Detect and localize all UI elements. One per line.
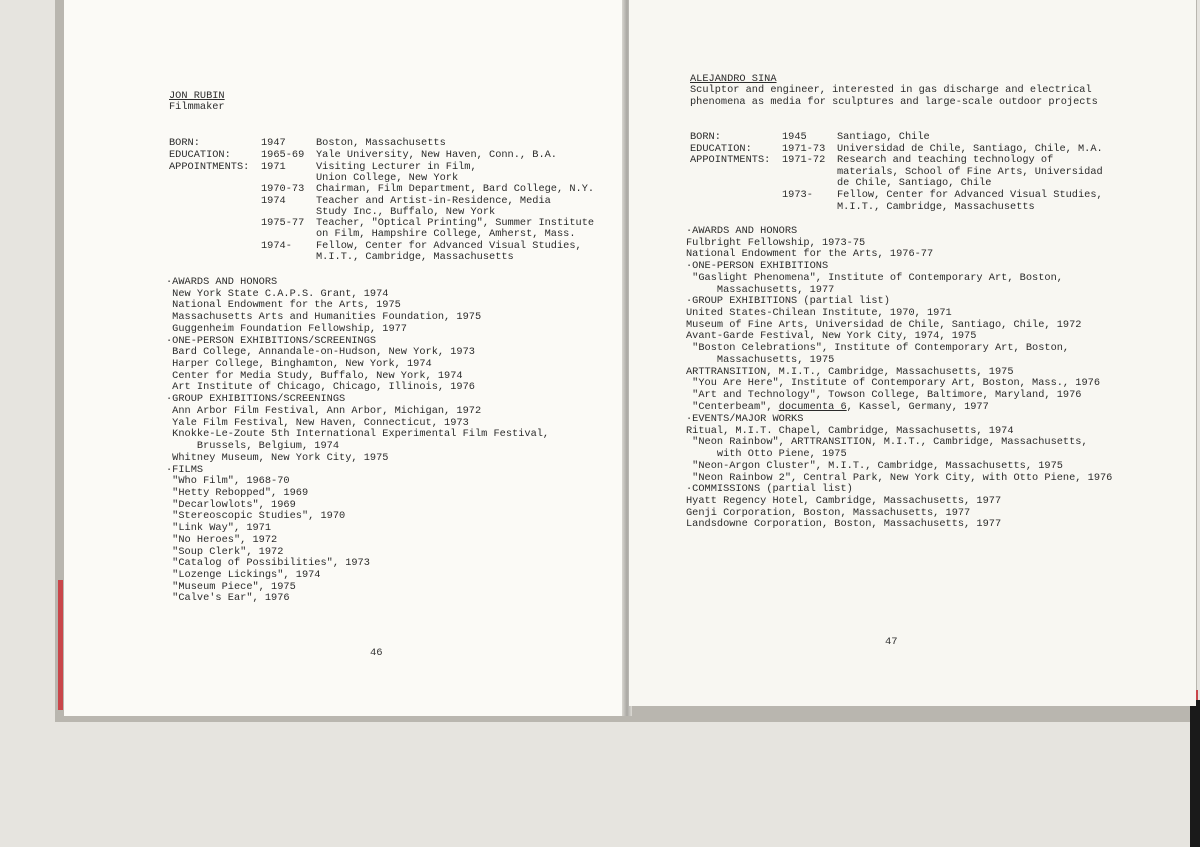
- list-line: "Neon-Argon Cluster", M.I.T., Cambridge, Massachusetts, 1975: [686, 459, 1063, 472]
- list-line: ARTTRANSITION, M.I.T., Cambridge, Massachusetts, 1975: [686, 365, 1014, 378]
- artist-name: ALEJANDRO SINA: [690, 73, 777, 85]
- born-label: BORN:: [169, 137, 200, 149]
- right-page: [629, 0, 1196, 706]
- list-line: Ritual, M.I.T. Chapel, Cambridge, Massachusetts, 1974: [686, 424, 1014, 437]
- list-line: ·ONE-PERSON EXHIBITIONS/SCREENINGS: [166, 334, 377, 347]
- education-years: 1971-73: [782, 143, 826, 155]
- artist-description: phenomena as media for sculptures and large-scale outdoor projects: [690, 96, 1098, 108]
- appointment-line: Union College, New York: [316, 172, 459, 184]
- list-line: Yale Film Festival, New Haven, Connecticut, 1973: [166, 416, 469, 429]
- list-line: Center for Media Study, Buffalo, New York, 1974: [166, 369, 463, 382]
- list-line: "Neon Rainbow 2", Central Park, New York City, with Otto Piene, 1976: [686, 471, 1113, 484]
- list-line: "Catalog of Possibilities", 1973: [166, 557, 370, 570]
- education-years: 1965-69: [261, 149, 305, 161]
- appointment-line: de Chile, Santiago, Chile: [837, 177, 992, 189]
- appointment-line: Research and teaching technology of: [837, 154, 1054, 166]
- artist-role: Filmmaker: [169, 101, 225, 113]
- page-number: 47: [885, 636, 898, 648]
- list-line: ·ONE-PERSON EXHIBITIONS: [686, 260, 829, 273]
- list-line: ·EVENTS/MAJOR WORKS: [686, 413, 804, 425]
- education-label: EDUCATION:: [169, 149, 231, 161]
- appointment-line: Visiting Lecturer in Film,: [316, 161, 477, 173]
- list-line: Brussels, Belgium, 1974: [166, 440, 340, 453]
- appointment-line: Study Inc., Buffalo, New York: [316, 206, 496, 218]
- page-number: 46: [370, 647, 383, 659]
- list-line: Art Institute of Chicago, Chicago, Illinois, 1976: [166, 381, 475, 394]
- list-line: Avant-Garde Festival, New York City, 1974, 1975: [686, 330, 977, 343]
- list-line: "You Are Here", Institute of Contemporary Art, Boston, Mass., 1976: [686, 377, 1101, 390]
- appointment-year: 1971-72: [782, 154, 826, 166]
- list-line: "Stereoscopic Studies", 1970: [166, 510, 346, 523]
- list-line: Harper College, Binghamton, New York, 1974: [166, 358, 432, 371]
- left-page: [64, 0, 626, 716]
- appointment-line: Chairman, Film Department, Bard College, N.Y.: [316, 183, 595, 195]
- education-label: EDUCATION:: [690, 143, 752, 155]
- list-line: Museum of Fine Arts, Universidad de Chile, Santiago, Chile, 1972: [686, 318, 1082, 331]
- list-line: "Soup Clerk", 1972: [166, 545, 284, 558]
- list-line: Bard College, Annandale-on-Hudson, New York, 1973: [166, 346, 475, 359]
- list-line: ·GROUP EXHIBITIONS/SCREENINGS: [166, 393, 346, 406]
- list-line: Fulbright Fellowship, 1973-75: [686, 236, 866, 249]
- appointment-line: on Film, Hampshire College, Amherst, Mass.: [316, 228, 576, 240]
- appointments-label: APPOINTMENTS:: [690, 154, 771, 166]
- born-label: BORN:: [690, 131, 721, 143]
- list-line: Ann Arbor Film Festival, Ann Arbor, Michigan, 1972: [166, 404, 482, 417]
- list-line: Knokke-Le-Zoute 5th International Experimental Film Festival,: [166, 428, 550, 441]
- education-text: Yale University, New Haven, Conn., B.A.: [316, 149, 557, 161]
- appointments-label: APPOINTMENTS:: [169, 161, 250, 173]
- list-line: "Gaslight Phenomena", Institute of Contemporary Art, Boston,: [686, 271, 1063, 284]
- list-line: "Lozenge Lickings", 1974: [166, 569, 321, 581]
- list-line: ·GROUP EXHIBITIONS (partial list): [686, 295, 890, 308]
- list-line: Genji Corporation, Boston, Massachusetts, 1977: [686, 506, 971, 519]
- born-year: 1945: [782, 131, 807, 143]
- list-line: "No Heroes", 1972: [166, 533, 278, 546]
- education-text: Universidad de Chile, Santiago, Chile, M.A.: [837, 143, 1103, 155]
- artist-description: Sculptor and engineer, interested in gas discharge and electrical: [690, 84, 1092, 96]
- list-line: "Museum Piece", 1975: [166, 580, 296, 593]
- centerbeam-suffix: , Kassel, Germany, 1977: [846, 401, 989, 413]
- centerbeam-prefix: "Centerbeam",: [686, 401, 779, 413]
- list-line: "Boston Celebrations", Institute of Contemporary Art, Boston,: [686, 342, 1070, 355]
- list-line: ·COMMISSIONS (partial list): [686, 483, 853, 496]
- appointment-year: 1973-: [782, 189, 813, 201]
- appointment-line: Teacher and Artist-in-Residence, Media: [316, 195, 551, 207]
- appointment-line: Fellow, Center for Advanced Visual Studies,: [316, 240, 582, 252]
- appointment-year: 1970-73: [261, 183, 305, 195]
- list-line: "Decarlowlots", 1969: [166, 498, 296, 511]
- list-line: Landsdowne Corporation, Boston, Massachusetts, 1977: [686, 518, 1002, 531]
- born-place: Boston, Massachusetts: [316, 137, 446, 149]
- born-place: Santiago, Chile: [837, 131, 930, 143]
- list-line: ·FILMS: [166, 463, 204, 476]
- list-line: "Calve's Ear", 1976: [166, 592, 290, 605]
- list-line: "Art and Technology", Towson College, Baltimore, Maryland, 1976: [686, 389, 1082, 402]
- list-line: "Link Way", 1971: [166, 522, 272, 535]
- list-line: Massachusetts Arts and Humanities Foundation, 1975: [166, 311, 482, 324]
- appointment-line: M.I.T., Cambridge, Massachusetts: [837, 201, 1035, 213]
- appointment-year: 1975-77: [261, 217, 305, 229]
- list-line: "Who Film", 1968-70: [166, 475, 290, 488]
- list-line: ·AWARDS AND HONORS: [686, 225, 798, 237]
- list-line: ·AWARDS AND HONORS: [166, 276, 278, 288]
- list-line: United States-Chilean Institute, 1970, 1971: [686, 307, 952, 320]
- appointment-year: 1974-: [261, 240, 292, 252]
- list-line: with Otto Piene, 1975: [686, 448, 847, 461]
- list-line: New York State C.A.P.S. Grant, 1974: [166, 287, 389, 300]
- left-cover-edge: [58, 580, 63, 710]
- appointment-line: M.I.T., Cambridge, Massachusetts: [316, 251, 514, 263]
- cover-back-edge: [1190, 700, 1200, 847]
- appointment-line: materials, School of Fine Arts, Universidad: [837, 166, 1103, 178]
- list-line: "Hetty Rebopped", 1969: [166, 486, 309, 499]
- documenta-reference: documenta 6: [778, 401, 847, 413]
- appointment-year: 1974: [261, 195, 286, 207]
- list-line: Massachusetts, 1975: [686, 353, 835, 366]
- list-line: "Neon Rainbow", ARTTRANSITION, M.I.T., Cambridge, Massachusetts,: [686, 436, 1088, 449]
- appointment-year: 1971: [261, 161, 286, 173]
- list-line: Guggenheim Foundation Fellowship, 1977: [166, 322, 407, 335]
- list-line: National Endowment for the Arts, 1976-77: [686, 248, 934, 261]
- born-year: 1947: [261, 137, 286, 149]
- list-line: National Endowment for the Arts, 1975: [166, 299, 401, 312]
- list-line: Whitney Museum, New York City, 1975: [166, 451, 389, 464]
- list-line: Hyatt Regency Hotel, Cambridge, Massachusetts, 1977: [686, 495, 1002, 508]
- appointment-line: Fellow, Center for Advanced Visual Studies,: [837, 189, 1103, 201]
- list-line: Massachusetts, 1977: [686, 283, 835, 296]
- artist-name: JON RUBIN: [169, 90, 225, 102]
- appointment-line: Teacher, "Optical Printing", Summer Institute: [316, 217, 595, 229]
